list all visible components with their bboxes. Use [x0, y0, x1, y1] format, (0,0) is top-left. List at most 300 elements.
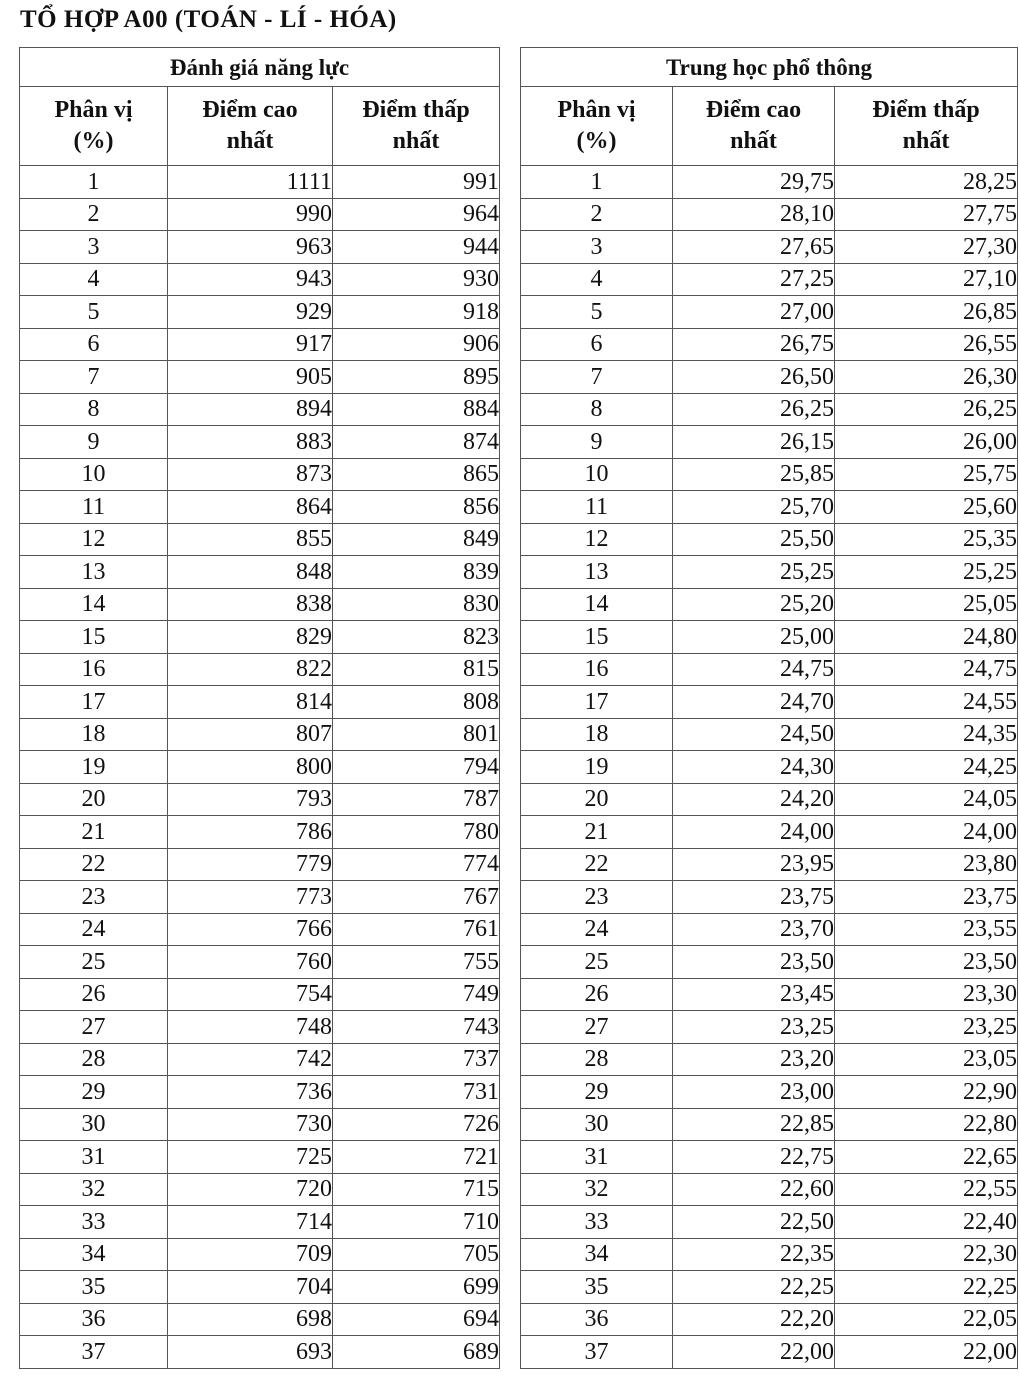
cell-diem-thap-nhat: 22,65 — [835, 1141, 1018, 1174]
table-row — [20, 1238, 500, 1271]
cell-diem-thap-nhat: 24,00 — [835, 816, 1018, 849]
cell-phan-vi: 26 — [521, 978, 673, 1011]
cell-diem-thap-nhat: 874 — [333, 426, 500, 459]
table-row — [521, 361, 1018, 394]
cell-diem-thap-nhat: 22,80 — [835, 1108, 1018, 1141]
cell-phan-vi: 32 — [20, 1173, 168, 1206]
table-row — [521, 913, 1018, 946]
cell-diem-thap-nhat: 23,30 — [835, 978, 1018, 1011]
cell-phan-vi: 17 — [20, 686, 168, 719]
cell-phan-vi: 2 — [521, 198, 673, 231]
cell-phan-vi: 31 — [20, 1141, 168, 1174]
cell-diem-thap-nhat: 26,00 — [835, 426, 1018, 459]
table-row — [20, 328, 500, 361]
cell-diem-cao-nhat: 26,15 — [673, 426, 835, 459]
cell-phan-vi: 20 — [20, 783, 168, 816]
cell-diem-cao-nhat: 848 — [168, 556, 333, 589]
cell-diem-thap-nhat: 884 — [333, 393, 500, 426]
cell-diem-cao-nhat: 838 — [168, 588, 333, 621]
table-row — [521, 393, 1018, 426]
cell-diem-thap-nhat: 25,75 — [835, 458, 1018, 491]
cell-phan-vi: 34 — [20, 1238, 168, 1271]
cell-phan-vi: 37 — [20, 1336, 168, 1369]
table-danh-gia-nang-luc — [19, 47, 500, 1369]
cell-diem-cao-nhat: 24,30 — [673, 751, 835, 784]
table-row — [521, 1238, 1018, 1271]
cell-phan-vi: 29 — [20, 1076, 168, 1109]
cell-phan-vi: 6 — [521, 328, 673, 361]
table-row — [521, 946, 1018, 979]
cell-diem-thap-nhat: 991 — [333, 166, 500, 199]
cell-diem-cao-nhat: 929 — [168, 296, 333, 329]
table-row — [521, 296, 1018, 329]
cell-phan-vi: 13 — [20, 556, 168, 589]
cell-diem-thap-nhat: 22,25 — [835, 1271, 1018, 1304]
table-row — [20, 653, 500, 686]
cell-diem-cao-nhat: 807 — [168, 718, 333, 751]
cell-diem-cao-nhat: 22,50 — [673, 1206, 835, 1239]
cell-phan-vi: 10 — [521, 458, 673, 491]
cell-diem-cao-nhat: 27,25 — [673, 263, 835, 296]
table-row — [521, 621, 1018, 654]
table-row — [521, 1173, 1018, 1206]
cell-diem-cao-nhat: 27,00 — [673, 296, 835, 329]
cell-phan-vi: 11 — [20, 491, 168, 524]
cell-diem-thap-nhat: 23,25 — [835, 1011, 1018, 1044]
cell-phan-vi: 25 — [20, 946, 168, 979]
cell-diem-cao-nhat: 29,75 — [673, 166, 835, 199]
cell-diem-thap-nhat: 721 — [333, 1141, 500, 1174]
cell-diem-thap-nhat: 743 — [333, 1011, 500, 1044]
table-row — [521, 328, 1018, 361]
table-row — [20, 718, 500, 751]
table-row — [521, 1076, 1018, 1109]
table-row — [521, 881, 1018, 914]
cell-diem-cao-nhat: 26,25 — [673, 393, 835, 426]
table-row — [521, 1141, 1018, 1174]
cell-diem-cao-nhat: 22,85 — [673, 1108, 835, 1141]
cell-diem-thap-nhat: 823 — [333, 621, 500, 654]
cell-diem-thap-nhat: 849 — [333, 523, 500, 556]
table-row — [521, 848, 1018, 881]
cell-phan-vi: 22 — [521, 848, 673, 881]
table-row — [20, 686, 500, 719]
cell-diem-cao-nhat: 917 — [168, 328, 333, 361]
cell-diem-thap-nhat: 715 — [333, 1173, 500, 1206]
cell-phan-vi: 27 — [20, 1011, 168, 1044]
cell-phan-vi: 30 — [521, 1108, 673, 1141]
table-row — [521, 198, 1018, 231]
table-row — [20, 1011, 500, 1044]
cell-phan-vi: 13 — [521, 556, 673, 589]
table-row — [521, 1108, 1018, 1141]
cell-diem-thap-nhat: 23,50 — [835, 946, 1018, 979]
cell-phan-vi: 1 — [20, 166, 168, 199]
cell-diem-cao-nhat: 773 — [168, 881, 333, 914]
cell-diem-thap-nhat: 23,05 — [835, 1043, 1018, 1076]
cell-diem-cao-nhat: 22,00 — [673, 1336, 835, 1369]
cell-diem-thap-nhat: 25,25 — [835, 556, 1018, 589]
cell-diem-thap-nhat: 749 — [333, 978, 500, 1011]
table-row — [521, 718, 1018, 751]
column-header-diem-cao-nhat: Điểm cao nhất — [168, 87, 333, 166]
cell-diem-thap-nhat: 694 — [333, 1303, 500, 1336]
cell-phan-vi: 25 — [521, 946, 673, 979]
cell-diem-cao-nhat: 1111 — [168, 166, 333, 199]
cell-diem-cao-nhat: 714 — [168, 1206, 333, 1239]
cell-diem-thap-nhat: 22,55 — [835, 1173, 1018, 1206]
cell-diem-cao-nhat: 25,70 — [673, 491, 835, 524]
cell-phan-vi: 18 — [521, 718, 673, 751]
table-row — [521, 491, 1018, 524]
cell-diem-thap-nhat: 794 — [333, 751, 500, 784]
table-row — [20, 881, 500, 914]
cell-phan-vi: 31 — [521, 1141, 673, 1174]
cell-diem-cao-nhat: 24,00 — [673, 816, 835, 849]
cell-phan-vi: 35 — [20, 1271, 168, 1304]
table-row — [20, 848, 500, 881]
cell-phan-vi: 5 — [20, 296, 168, 329]
cell-diem-cao-nhat: 742 — [168, 1043, 333, 1076]
cell-diem-thap-nhat: 808 — [333, 686, 500, 719]
cell-diem-cao-nhat: 22,35 — [673, 1238, 835, 1271]
table-row — [521, 1011, 1018, 1044]
cell-diem-thap-nhat: 830 — [333, 588, 500, 621]
table-row — [521, 686, 1018, 719]
cell-diem-cao-nhat: 25,50 — [673, 523, 835, 556]
table-row — [20, 946, 500, 979]
cell-phan-vi: 32 — [521, 1173, 673, 1206]
table-row — [521, 978, 1018, 1011]
cell-diem-cao-nhat: 23,70 — [673, 913, 835, 946]
cell-diem-thap-nhat: 26,30 — [835, 361, 1018, 394]
table-row — [521, 1303, 1018, 1336]
cell-phan-vi: 15 — [20, 621, 168, 654]
table-row — [20, 1206, 500, 1239]
table-row — [20, 751, 500, 784]
cell-phan-vi: 7 — [20, 361, 168, 394]
cell-phan-vi: 10 — [20, 458, 168, 491]
table-row — [521, 166, 1018, 199]
cell-diem-cao-nhat: 698 — [168, 1303, 333, 1336]
cell-diem-cao-nhat: 829 — [168, 621, 333, 654]
cell-phan-vi: 6 — [20, 328, 168, 361]
cell-diem-cao-nhat: 883 — [168, 426, 333, 459]
cell-phan-vi: 4 — [20, 263, 168, 296]
table-row — [20, 556, 500, 589]
cell-diem-cao-nhat: 754 — [168, 978, 333, 1011]
table-row — [521, 1336, 1018, 1369]
cell-diem-cao-nhat: 943 — [168, 263, 333, 296]
cell-diem-thap-nhat: 801 — [333, 718, 500, 751]
cell-diem-cao-nhat: 963 — [168, 231, 333, 264]
cell-diem-thap-nhat: 856 — [333, 491, 500, 524]
cell-diem-thap-nhat: 23,75 — [835, 881, 1018, 914]
cell-diem-thap-nhat: 755 — [333, 946, 500, 979]
table-row — [521, 523, 1018, 556]
table-row — [20, 1271, 500, 1304]
cell-phan-vi: 24 — [521, 913, 673, 946]
cell-diem-thap-nhat: 25,60 — [835, 491, 1018, 524]
table-row — [521, 653, 1018, 686]
cell-phan-vi: 1 — [521, 166, 673, 199]
cell-phan-vi: 5 — [521, 296, 673, 329]
cell-phan-vi: 37 — [521, 1336, 673, 1369]
table-trung-hoc-pho-thong — [520, 47, 1018, 1369]
cell-phan-vi: 30 — [20, 1108, 168, 1141]
cell-phan-vi: 28 — [20, 1043, 168, 1076]
table-row — [521, 458, 1018, 491]
cell-diem-thap-nhat: 24,05 — [835, 783, 1018, 816]
table-row — [20, 1043, 500, 1076]
column-header-diem-cao-nhat: Điểm cao nhất — [673, 87, 835, 166]
table-row — [20, 198, 500, 231]
cell-phan-vi: 3 — [20, 231, 168, 264]
cell-phan-vi: 15 — [521, 621, 673, 654]
cell-diem-cao-nhat: 23,50 — [673, 946, 835, 979]
cell-phan-vi: 8 — [521, 393, 673, 426]
cell-diem-thap-nhat: 27,30 — [835, 231, 1018, 264]
page-title: TỔ HỢP A00 (TOÁN - LÍ - HÓA) — [20, 6, 397, 33]
cell-diem-thap-nhat: 27,10 — [835, 263, 1018, 296]
table-row — [521, 816, 1018, 849]
cell-diem-thap-nhat: 22,30 — [835, 1238, 1018, 1271]
table-row — [521, 263, 1018, 296]
cell-diem-cao-nhat: 25,00 — [673, 621, 835, 654]
cell-phan-vi: 14 — [521, 588, 673, 621]
cell-phan-vi: 19 — [521, 751, 673, 784]
cell-diem-thap-nhat: 815 — [333, 653, 500, 686]
cell-diem-thap-nhat: 731 — [333, 1076, 500, 1109]
cell-diem-thap-nhat: 25,05 — [835, 588, 1018, 621]
table-row — [521, 1043, 1018, 1076]
cell-diem-cao-nhat: 22,20 — [673, 1303, 835, 1336]
cell-diem-cao-nhat: 760 — [168, 946, 333, 979]
group-header: Trung học phổ thông — [521, 48, 1018, 87]
cell-phan-vi: 23 — [521, 881, 673, 914]
cell-diem-cao-nhat: 25,85 — [673, 458, 835, 491]
cell-phan-vi: 8 — [20, 393, 168, 426]
cell-diem-thap-nhat: 22,00 — [835, 1336, 1018, 1369]
cell-diem-cao-nhat: 736 — [168, 1076, 333, 1109]
column-header-phan-vi: Phân vị (%) — [20, 87, 168, 166]
cell-diem-thap-nhat: 22,05 — [835, 1303, 1018, 1336]
cell-diem-thap-nhat: 761 — [333, 913, 500, 946]
cell-diem-cao-nhat: 22,75 — [673, 1141, 835, 1174]
cell-phan-vi: 26 — [20, 978, 168, 1011]
cell-diem-cao-nhat: 23,95 — [673, 848, 835, 881]
cell-diem-cao-nhat: 730 — [168, 1108, 333, 1141]
cell-diem-cao-nhat: 873 — [168, 458, 333, 491]
cell-phan-vi: 33 — [521, 1206, 673, 1239]
cell-phan-vi: 12 — [521, 523, 673, 556]
table-row — [20, 978, 500, 1011]
cell-phan-vi: 22 — [20, 848, 168, 881]
cell-diem-cao-nhat: 894 — [168, 393, 333, 426]
table-row — [20, 588, 500, 621]
cell-phan-vi: 28 — [521, 1043, 673, 1076]
table-row — [20, 1141, 500, 1174]
table-row — [20, 426, 500, 459]
cell-diem-thap-nhat: 918 — [333, 296, 500, 329]
cell-diem-cao-nhat: 822 — [168, 653, 333, 686]
table-row — [20, 913, 500, 946]
cell-diem-cao-nhat: 864 — [168, 491, 333, 524]
table-row — [521, 751, 1018, 784]
cell-phan-vi: 18 — [20, 718, 168, 751]
cell-phan-vi: 21 — [20, 816, 168, 849]
cell-diem-thap-nhat: 26,55 — [835, 328, 1018, 361]
cell-diem-cao-nhat: 27,65 — [673, 231, 835, 264]
cell-diem-cao-nhat: 800 — [168, 751, 333, 784]
cell-diem-cao-nhat: 725 — [168, 1141, 333, 1174]
cell-phan-vi: 20 — [521, 783, 673, 816]
table-row — [521, 556, 1018, 589]
cell-phan-vi: 4 — [521, 263, 673, 296]
cell-diem-thap-nhat: 726 — [333, 1108, 500, 1141]
cell-diem-thap-nhat: 780 — [333, 816, 500, 849]
cell-phan-vi: 17 — [521, 686, 673, 719]
cell-diem-cao-nhat: 766 — [168, 913, 333, 946]
table-row — [521, 231, 1018, 264]
cell-diem-cao-nhat: 23,20 — [673, 1043, 835, 1076]
cell-diem-cao-nhat: 786 — [168, 816, 333, 849]
cell-diem-cao-nhat: 720 — [168, 1173, 333, 1206]
cell-diem-thap-nhat: 24,80 — [835, 621, 1018, 654]
cell-diem-thap-nhat: 930 — [333, 263, 500, 296]
cell-diem-cao-nhat: 26,50 — [673, 361, 835, 394]
table-row — [521, 588, 1018, 621]
cell-diem-cao-nhat: 23,25 — [673, 1011, 835, 1044]
table-row — [20, 621, 500, 654]
cell-diem-thap-nhat: 26,85 — [835, 296, 1018, 329]
cell-diem-thap-nhat: 699 — [333, 1271, 500, 1304]
cell-diem-thap-nhat: 737 — [333, 1043, 500, 1076]
cell-diem-cao-nhat: 990 — [168, 198, 333, 231]
cell-diem-cao-nhat: 22,60 — [673, 1173, 835, 1206]
group-header: Đánh giá năng lực — [20, 48, 500, 87]
cell-diem-thap-nhat: 22,40 — [835, 1206, 1018, 1239]
cell-diem-cao-nhat: 693 — [168, 1336, 333, 1369]
cell-diem-thap-nhat: 23,80 — [835, 848, 1018, 881]
cell-diem-cao-nhat: 25,25 — [673, 556, 835, 589]
cell-diem-thap-nhat: 767 — [333, 881, 500, 914]
cell-diem-thap-nhat: 710 — [333, 1206, 500, 1239]
cell-phan-vi: 29 — [521, 1076, 673, 1109]
cell-phan-vi: 14 — [20, 588, 168, 621]
cell-diem-cao-nhat: 704 — [168, 1271, 333, 1304]
cell-diem-cao-nhat: 905 — [168, 361, 333, 394]
cell-diem-cao-nhat: 779 — [168, 848, 333, 881]
table-row — [20, 1108, 500, 1141]
table-row — [20, 1336, 500, 1369]
table-row — [20, 1076, 500, 1109]
cell-diem-cao-nhat: 26,75 — [673, 328, 835, 361]
table-row — [20, 783, 500, 816]
cell-diem-cao-nhat: 24,20 — [673, 783, 835, 816]
table-row — [20, 393, 500, 426]
column-header-diem-thap-nhat: Điểm thấp nhất — [835, 87, 1018, 166]
cell-diem-cao-nhat: 25,20 — [673, 588, 835, 621]
cell-phan-vi: 16 — [20, 653, 168, 686]
cell-diem-thap-nhat: 24,25 — [835, 751, 1018, 784]
cell-diem-cao-nhat: 24,70 — [673, 686, 835, 719]
cell-phan-vi: 3 — [521, 231, 673, 264]
table-row — [20, 296, 500, 329]
cell-diem-cao-nhat: 814 — [168, 686, 333, 719]
cell-phan-vi: 23 — [20, 881, 168, 914]
cell-diem-thap-nhat: 24,75 — [835, 653, 1018, 686]
cell-phan-vi: 9 — [521, 426, 673, 459]
cell-diem-thap-nhat: 964 — [333, 198, 500, 231]
cell-phan-vi: 35 — [521, 1271, 673, 1304]
table-row — [521, 426, 1018, 459]
cell-diem-cao-nhat: 23,45 — [673, 978, 835, 1011]
cell-diem-thap-nhat: 944 — [333, 231, 500, 264]
cell-phan-vi: 7 — [521, 361, 673, 394]
cell-diem-thap-nhat: 787 — [333, 783, 500, 816]
cell-phan-vi: 24 — [20, 913, 168, 946]
column-header-phan-vi: Phân vị (%) — [521, 87, 673, 166]
table-row — [20, 263, 500, 296]
cell-phan-vi: 27 — [521, 1011, 673, 1044]
table-row — [20, 1303, 500, 1336]
cell-phan-vi: 9 — [20, 426, 168, 459]
cell-diem-thap-nhat: 23,55 — [835, 913, 1018, 946]
cell-diem-cao-nhat: 709 — [168, 1238, 333, 1271]
table-row — [20, 816, 500, 849]
cell-diem-thap-nhat: 28,25 — [835, 166, 1018, 199]
cell-diem-thap-nhat: 22,90 — [835, 1076, 1018, 1109]
cell-diem-cao-nhat: 24,75 — [673, 653, 835, 686]
cell-phan-vi: 11 — [521, 491, 673, 524]
cell-phan-vi: 19 — [20, 751, 168, 784]
cell-diem-thap-nhat: 895 — [333, 361, 500, 394]
cell-phan-vi: 16 — [521, 653, 673, 686]
table-row — [20, 231, 500, 264]
cell-diem-cao-nhat: 793 — [168, 783, 333, 816]
table-row — [20, 1173, 500, 1206]
cell-diem-thap-nhat: 27,75 — [835, 198, 1018, 231]
cell-diem-thap-nhat: 906 — [333, 328, 500, 361]
cell-diem-cao-nhat: 28,10 — [673, 198, 835, 231]
cell-diem-thap-nhat: 24,35 — [835, 718, 1018, 751]
table-row — [20, 361, 500, 394]
table-row — [521, 783, 1018, 816]
table-row — [20, 458, 500, 491]
cell-diem-thap-nhat: 25,35 — [835, 523, 1018, 556]
cell-diem-cao-nhat: 24,50 — [673, 718, 835, 751]
table-row — [20, 523, 500, 556]
cell-phan-vi: 12 — [20, 523, 168, 556]
table-row — [521, 1271, 1018, 1304]
cell-diem-cao-nhat: 855 — [168, 523, 333, 556]
cell-diem-thap-nhat: 839 — [333, 556, 500, 589]
cell-diem-cao-nhat: 22,25 — [673, 1271, 835, 1304]
cell-phan-vi: 34 — [521, 1238, 673, 1271]
cell-diem-thap-nhat: 705 — [333, 1238, 500, 1271]
table-row — [20, 491, 500, 524]
cell-diem-thap-nhat: 774 — [333, 848, 500, 881]
column-header-diem-thap-nhat: Điểm thấp nhất — [333, 87, 500, 166]
cell-phan-vi: 33 — [20, 1206, 168, 1239]
cell-phan-vi: 2 — [20, 198, 168, 231]
table-row — [521, 1206, 1018, 1239]
cell-phan-vi: 21 — [521, 816, 673, 849]
cell-diem-thap-nhat: 689 — [333, 1336, 500, 1369]
cell-diem-cao-nhat: 748 — [168, 1011, 333, 1044]
cell-phan-vi: 36 — [20, 1303, 168, 1336]
